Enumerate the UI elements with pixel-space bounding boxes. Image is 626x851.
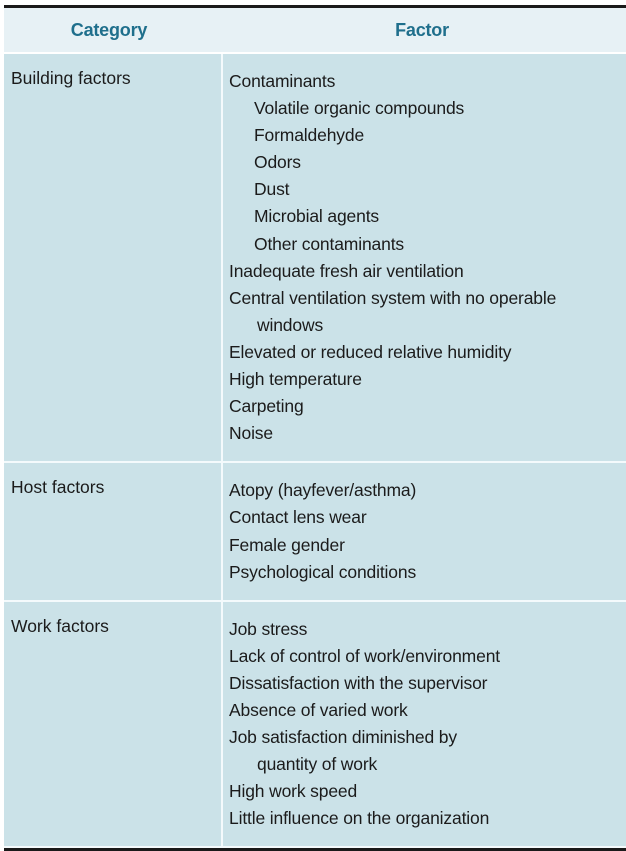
factor-item: Job stress (229, 618, 308, 639)
category-cell: Host factors (11, 477, 105, 498)
column-header-category: Category (70, 19, 148, 40)
factor-cell (221, 602, 626, 847)
factor-item: Dust (254, 179, 290, 200)
category-cell: Building factors (11, 68, 131, 88)
factor-item: Odors (254, 152, 301, 173)
factor-item: windows (257, 314, 324, 335)
factor-item: Contact lens wear (229, 507, 367, 528)
factor-item: Contaminants (229, 71, 336, 91)
factor-item: Female gender (229, 534, 345, 555)
factor-item: Formaldehyde (254, 125, 365, 146)
factor-item: Absence of varied work (229, 699, 408, 720)
table-header (4, 8, 626, 54)
factors-table (4, 5, 626, 848)
category-cell: Work factors (11, 615, 109, 636)
factor-item: Lack of control of work/environment (229, 645, 500, 666)
factor-item: Noise (229, 423, 273, 444)
table-row (4, 602, 626, 849)
factor-item: Little influence on the organization (229, 808, 490, 829)
factor-item: Psychological conditions (229, 561, 417, 582)
factor-item: Central ventilation system with no operable (229, 287, 557, 308)
table-row (4, 463, 626, 601)
factor-item: High temperature (229, 369, 362, 390)
factor-cell (221, 54, 626, 461)
table-row (4, 54, 626, 463)
factor-item: Dissatisfaction with the supervisor (229, 672, 488, 693)
factor-item: Elevated or reduced relative humidity (229, 341, 512, 362)
factor-item: quantity of work (257, 754, 378, 775)
factor-cell (221, 463, 626, 599)
factor-item: Carpeting (229, 396, 304, 417)
table-body (4, 54, 626, 848)
factor-item: Microbial agents (254, 206, 380, 227)
factor-item: Inadequate fresh air ventilation (229, 260, 464, 281)
factor-item: High work speed (229, 781, 358, 802)
factor-item: Other contaminants (254, 233, 405, 254)
factor-item: Atopy (hayfever/asthma) (229, 480, 417, 501)
column-header-factor: Factor (395, 19, 449, 40)
factor-item: Job satisfaction diminished by (229, 727, 457, 748)
factor-item: Volatile organic compounds (254, 98, 465, 119)
